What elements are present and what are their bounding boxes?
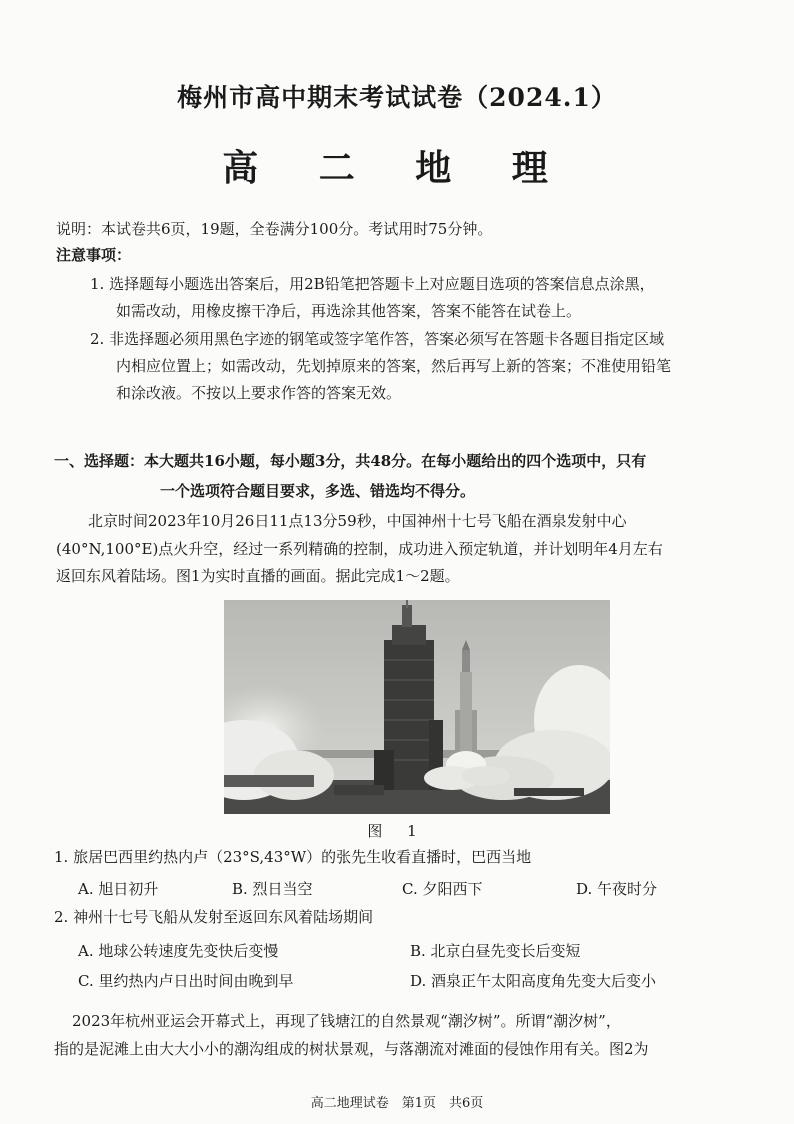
passage2-line2: 指的是泥滩上由大大小小的潮沟组成的树状景观，与落潮流对滩面的侵蚀作用有关。图2为 (54, 1040, 649, 1058)
note2-line1: 2. 非选择题必须用黑色字迹的钢笔或签字笔作答，答案必须写在答题卡各题目指定区域 (90, 330, 665, 348)
question-2-stem: 2. 神州十七号飞船从发射至返回东风着陆场期间 (54, 908, 374, 926)
note2-line3: 和涂改液。不按以上要求作答的答案无效。 (116, 384, 402, 402)
note2-line2: 内相应位置上；如需改动，先划掉原来的答案，然后再写上新的答案；不准使用铅笔 (116, 357, 672, 375)
passage1-line1: 北京时间2023年10月26日11点13分59秒，中国神州十七号飞船在酒泉发射中心 (88, 512, 627, 530)
passage1-line2: (40°N,100°E)点火升空，经过一系列精确的控制，成功进入预定轨道，并计划明年4月左右 (56, 540, 663, 558)
question-1-option-c: C. 夕阳西下 (402, 880, 483, 898)
question-2-option-d: D. 酒泉正午太阳高度角先变大后变小 (410, 972, 657, 990)
instructions-intro: 说明：本试卷共6页，19题，全卷满分100分。考试用时75分钟。 (56, 220, 493, 238)
note1-line2: 如需改动，用橡皮擦干净后，再选涂其他答案，答案不能答在试卷上。 (116, 302, 582, 320)
section1-heading-line1: 一、选择题：本大题共16小题，每小题3分，共48分。在每小题给出的四个选项中，只有 (54, 452, 647, 470)
figure-caption: 图 1 (367, 822, 427, 840)
page-footer: 高二地理试卷 第1页 共6页 (310, 1096, 484, 1111)
question-1-option-d: D. 午夜时分 (576, 880, 658, 898)
question-1-stem: 1. 旅居巴西里约热内卢（23°S,43°W）的张先生收看直播时，巴西当地 (54, 848, 532, 866)
rocket-launch-photo (224, 600, 610, 814)
question-2-option-c: C. 里约热内卢日出时间由晚到早 (78, 972, 294, 990)
passage1-line3: 返回东风着陆场。图1为实时直播的画面。据此完成1～2题。 (56, 567, 460, 585)
subject-title: 高 二 地 理 (222, 147, 572, 189)
notes-heading: 注意事项： (56, 246, 132, 264)
exam-title: 梅州市高中期末考试试卷（2024.1） (177, 83, 617, 112)
note1-line1: 1. 选择题每小题选出答案后，用2B铅笔把答题卡上对应题目选项的答案信息点涂黑， (90, 275, 655, 293)
passage2-line1: 2023年杭州亚运会开幕式上，再现了钱塘江的自然景观“潮汐树”。所谓“潮汐树”， (72, 1012, 621, 1030)
section1-heading-line2: 一个选项符合题目要求，多选、错选均不得分。 (160, 482, 476, 500)
question-2-option-b: B. 北京白昼先变长后变短 (410, 942, 581, 960)
question-1-option-a: A. 旭日初升 (78, 880, 159, 898)
question-2-option-a: A. 地球公转速度先变快后变慢 (78, 942, 279, 960)
question-1-option-b: B. 烈日当空 (232, 880, 313, 898)
